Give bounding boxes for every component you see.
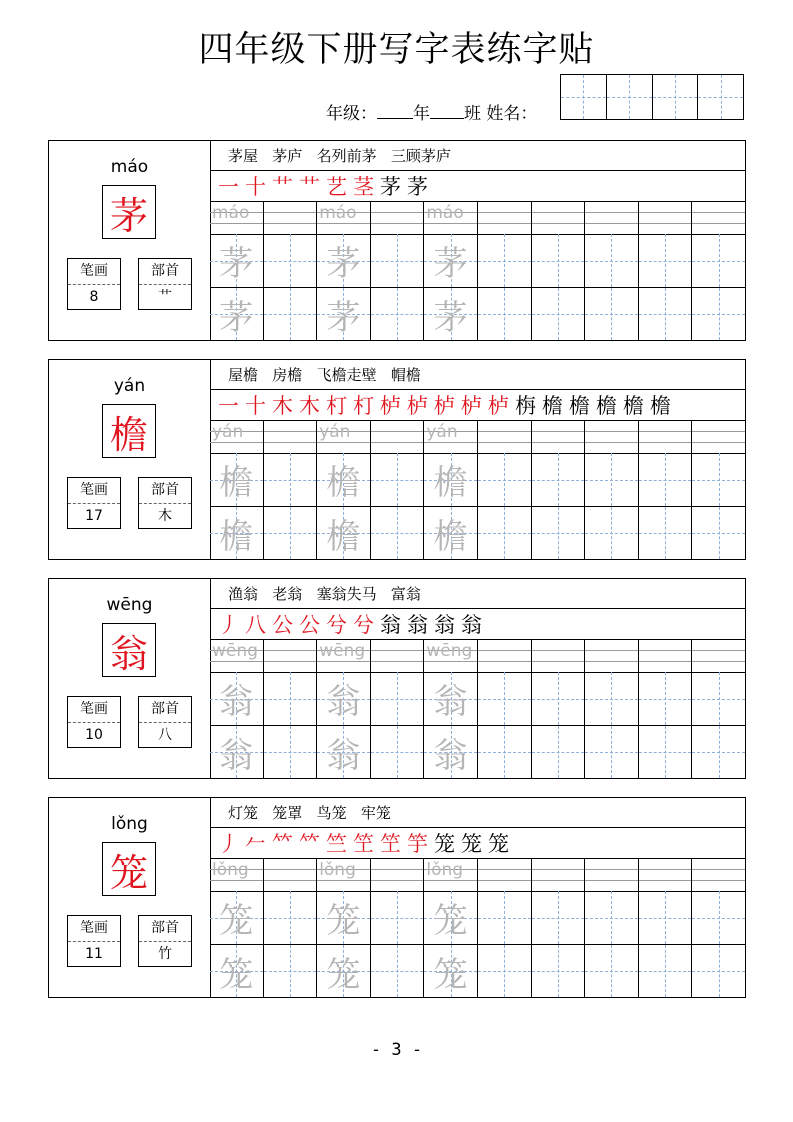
trace-character: 笼 <box>326 901 361 941</box>
writing-row <box>210 507 745 559</box>
radical-label: 部首 <box>139 697 191 723</box>
pinyin-cell[interactable] <box>478 421 532 453</box>
stroke-count-value: 8 <box>89 289 99 305</box>
word-examples: 渔翁 老翁 塞翁失马 富翁 <box>210 579 745 609</box>
writing-cell[interactable] <box>639 726 693 778</box>
character-info <box>49 141 211 340</box>
stroke-step: 笼 <box>461 832 482 856</box>
pinyin-cell[interactable] <box>210 640 264 672</box>
writing-cell[interactable] <box>210 672 264 725</box>
pinyin-trace: yán <box>426 422 458 442</box>
practice-area <box>210 579 745 778</box>
pinyin-cell[interactable] <box>692 202 745 234</box>
writing-cell[interactable] <box>424 453 478 506</box>
writing-cell[interactable] <box>478 672 532 725</box>
stroke-step: 檐 <box>596 394 617 418</box>
writing-cell[interactable] <box>585 288 639 340</box>
pinyin-cell[interactable] <box>371 640 425 672</box>
writing-cell[interactable] <box>478 726 532 778</box>
writing-cell[interactable] <box>585 945 639 997</box>
writing-row <box>210 234 745 288</box>
pinyin-cell[interactable] <box>264 202 318 234</box>
writing-cell[interactable] <box>478 234 532 287</box>
word-examples: 茅屋 茅庐 名列前茅 三顾茅庐 <box>210 141 745 171</box>
writing-cell[interactable] <box>424 507 478 559</box>
radical-label: 部首 <box>139 259 191 285</box>
writing-cell[interactable] <box>317 672 371 725</box>
pinyin-cell[interactable] <box>532 640 586 672</box>
trace-character: 翁 <box>219 735 254 776</box>
stroke-step: 一 <box>218 394 239 418</box>
stroke-step: 𥫗 <box>272 832 293 856</box>
writing-cell[interactable] <box>424 891 478 944</box>
name-label: 姓名： <box>486 104 538 124</box>
trace-character: 笼 <box>219 901 254 941</box>
character-info <box>49 798 211 997</box>
writing-cell[interactable] <box>317 288 371 340</box>
pinyin-trace: lǒng <box>319 860 356 880</box>
stroke-count-value: 11 <box>85 946 103 962</box>
stroke-step: 翁 <box>434 613 455 637</box>
writing-cell[interactable] <box>532 726 586 778</box>
writing-cell[interactable] <box>210 234 264 287</box>
stroke-step: 艺 <box>326 175 347 199</box>
writing-cell[interactable] <box>585 507 639 559</box>
pinyin-cell[interactable] <box>585 640 639 672</box>
stroke-step: 𥫗 <box>299 832 320 856</box>
pinyin-cell[interactable] <box>585 859 639 891</box>
pinyin-cell[interactable] <box>692 640 745 672</box>
trace-character: 檐 <box>433 516 468 557</box>
pinyin-cell[interactable] <box>371 421 425 453</box>
pinyin-row <box>210 421 745 454</box>
radical-value: 八 <box>158 727 172 743</box>
stroke-step: 笼 <box>434 832 455 856</box>
pinyin-row <box>210 859 745 892</box>
pinyin-cell[interactable] <box>532 859 586 891</box>
character-entry <box>48 359 746 560</box>
page-title: 四年级下册写字表练字贴 <box>198 30 595 70</box>
writing-cell[interactable] <box>478 288 532 340</box>
stroke-step: 公 <box>272 613 293 637</box>
pinyin-trace: yán <box>319 422 351 442</box>
writing-cell[interactable] <box>639 453 693 506</box>
pinyin-trace: wēng <box>319 641 366 661</box>
pinyin-cell[interactable] <box>692 421 745 453</box>
trace-character: 檐 <box>219 516 254 557</box>
pinyin-cell[interactable] <box>532 202 586 234</box>
pinyin-trace: wēng <box>212 641 258 661</box>
writing-cell[interactable] <box>692 945 745 997</box>
stroke-step: 笁 <box>353 832 374 856</box>
pinyin-row <box>210 202 745 235</box>
writing-cell[interactable] <box>478 453 532 506</box>
writing-cell[interactable] <box>478 507 532 559</box>
writing-cell[interactable] <box>264 507 318 559</box>
model-character: 笼 <box>102 842 156 896</box>
stroke-step: 十 <box>245 175 266 199</box>
writing-cell[interactable] <box>692 453 745 506</box>
writing-cell[interactable] <box>639 288 693 340</box>
writing-row <box>210 726 745 778</box>
grade-blank[interactable] <box>377 104 413 119</box>
writing-cell[interactable] <box>264 234 318 287</box>
trace-character: 笼 <box>219 954 254 995</box>
stroke-count-label: 笔画 <box>68 478 120 504</box>
writing-row <box>210 453 745 507</box>
stroke-step: 竽 <box>407 832 428 856</box>
writing-cell[interactable] <box>692 672 745 725</box>
trace-character: 笼 <box>433 901 468 941</box>
pinyin-cell[interactable] <box>210 202 264 234</box>
name-cell[interactable] <box>561 75 607 119</box>
pinyin-cell[interactable] <box>532 421 586 453</box>
stroke-step: 木 <box>299 394 320 418</box>
writing-cell[interactable] <box>210 453 264 506</box>
stroke-step: 公 <box>299 613 320 637</box>
pinyin-cell[interactable] <box>585 202 639 234</box>
writing-cell[interactable] <box>692 891 745 944</box>
writing-cell[interactable] <box>639 507 693 559</box>
character-entry <box>48 140 746 341</box>
pinyin-label: wēng <box>106 595 153 615</box>
pinyin-trace: lǒng <box>212 860 249 880</box>
writing-cell[interactable] <box>317 453 371 506</box>
stroke-step: 檐 <box>623 394 644 418</box>
radical-box <box>138 258 192 310</box>
pinyin-cell[interactable] <box>639 640 693 672</box>
class-blank[interactable] <box>430 104 464 119</box>
pinyin-cell[interactable] <box>639 421 693 453</box>
stroke-step: 兮 <box>326 613 347 637</box>
stroke-count-box <box>67 696 121 748</box>
student-info-row <box>326 99 537 124</box>
stroke-order <box>210 828 745 859</box>
trace-character: 檐 <box>219 463 254 503</box>
stroke-step: 艹 <box>272 175 293 199</box>
writing-cell[interactable] <box>424 288 478 340</box>
pinyin-trace: wēng <box>426 641 473 661</box>
stroke-step: 𠂉 <box>245 832 266 856</box>
pinyin-trace: lǒng <box>426 860 464 880</box>
writing-cell[interactable] <box>532 891 586 944</box>
writing-cell[interactable] <box>317 726 371 778</box>
trace-character: 笼 <box>326 954 361 995</box>
trace-character: 翁 <box>326 682 361 722</box>
writing-cell[interactable] <box>264 891 318 944</box>
writing-cell[interactable] <box>692 726 745 778</box>
stroke-step: 栌 <box>461 394 482 418</box>
pinyin-trace: máo <box>212 203 250 223</box>
pinyin-cell[interactable] <box>210 421 264 453</box>
pinyin-trace: máo <box>319 203 357 223</box>
stroke-step: 丿 <box>218 832 239 856</box>
trace-character: 茅 <box>326 244 361 284</box>
model-character: 檐 <box>102 404 156 458</box>
pinyin-cell[interactable] <box>424 640 478 672</box>
radical-label: 部首 <box>139 916 191 942</box>
stroke-step: 一 <box>218 175 239 199</box>
writing-cell[interactable] <box>692 234 745 287</box>
writing-cell[interactable] <box>424 234 478 287</box>
stroke-step: 朾 <box>353 394 374 418</box>
stroke-step: 栌 <box>434 394 455 418</box>
character-entry <box>48 797 746 998</box>
writing-cell[interactable] <box>692 288 745 340</box>
pinyin-cell[interactable] <box>317 640 371 672</box>
pinyin-cell[interactable] <box>264 859 318 891</box>
writing-cell[interactable] <box>478 891 532 944</box>
trace-character: 茅 <box>433 244 468 284</box>
writing-cell[interactable] <box>264 453 318 506</box>
writing-cell[interactable] <box>585 453 639 506</box>
pinyin-label: máo <box>110 157 149 177</box>
stroke-step: 笁 <box>380 832 401 856</box>
pinyin-cell[interactable] <box>639 202 693 234</box>
pinyin-cell[interactable] <box>264 421 318 453</box>
pinyin-cell[interactable] <box>264 640 318 672</box>
radical-value: 艹 <box>158 289 172 305</box>
trace-character: 茅 <box>219 297 254 338</box>
writing-cell[interactable] <box>210 891 264 944</box>
pinyin-cell[interactable] <box>317 859 371 891</box>
writing-row <box>210 891 745 945</box>
stroke-step: 竺 <box>326 832 347 856</box>
stroke-step: 木 <box>272 394 293 418</box>
trace-character: 茅 <box>433 297 468 338</box>
stroke-step: 八 <box>245 613 266 637</box>
page-number: - 3 - <box>370 1040 423 1060</box>
radical-box <box>138 477 192 529</box>
stroke-step: 檐 <box>650 394 671 418</box>
stroke-count-label: 笔画 <box>68 697 120 723</box>
stroke-step: 翁 <box>380 613 401 637</box>
pinyin-label: yán <box>113 376 146 396</box>
stroke-count-label: 笔画 <box>68 259 120 285</box>
writing-cell[interactable] <box>264 672 318 725</box>
trace-character: 茅 <box>326 297 361 338</box>
writing-cell[interactable] <box>585 672 639 725</box>
pinyin-cell[interactable] <box>424 859 478 891</box>
writing-cell[interactable] <box>371 726 425 778</box>
pinyin-cell[interactable] <box>585 421 639 453</box>
stroke-step: 朾 <box>326 394 347 418</box>
pinyin-cell[interactable] <box>478 640 532 672</box>
writing-cell[interactable] <box>532 288 586 340</box>
stroke-count-box <box>67 258 121 310</box>
writing-cell[interactable] <box>585 234 639 287</box>
writing-cell[interactable] <box>210 945 264 997</box>
grade-label: 年级： <box>326 104 377 124</box>
writing-cell[interactable] <box>424 672 478 725</box>
trace-character: 翁 <box>433 682 468 722</box>
name-writing-grid[interactable] <box>560 74 744 120</box>
stroke-step: 栌 <box>380 394 401 418</box>
radical-value: 木 <box>158 508 172 524</box>
trace-character: 檐 <box>326 463 361 503</box>
writing-cell[interactable] <box>371 891 425 944</box>
writing-cell[interactable] <box>424 726 478 778</box>
stroke-step: 茅 <box>380 175 401 199</box>
trace-character: 翁 <box>326 735 361 776</box>
stroke-step: 笼 <box>488 832 509 856</box>
stroke-step: 茎 <box>353 175 374 199</box>
writing-cell[interactable] <box>264 726 318 778</box>
writing-cell[interactable] <box>639 234 693 287</box>
stroke-step: 檐 <box>542 394 563 418</box>
writing-cell[interactable] <box>317 945 371 997</box>
stroke-step: 茅 <box>407 175 428 199</box>
word-examples: 屋檐 房檐 飞檐走壁 帽檐 <box>210 360 745 390</box>
word-examples: 灯笼 笼罩 鸟笼 牢笼 <box>210 798 745 828</box>
stroke-count-box <box>67 915 121 967</box>
writing-cell[interactable] <box>532 453 586 506</box>
writing-cell[interactable] <box>639 891 693 944</box>
writing-cell[interactable] <box>264 288 318 340</box>
writing-cell[interactable] <box>532 672 586 725</box>
stroke-order <box>210 609 745 640</box>
writing-cell[interactable] <box>639 672 693 725</box>
stroke-step: 翁 <box>407 613 428 637</box>
writing-cell[interactable] <box>264 945 318 997</box>
radical-box <box>138 696 192 748</box>
pinyin-cell[interactable] <box>424 421 478 453</box>
trace-character: 翁 <box>219 682 254 722</box>
character-entry <box>48 578 746 779</box>
trace-character: 翁 <box>433 735 468 776</box>
stroke-step: 十 <box>245 394 266 418</box>
model-character: 茅 <box>102 185 156 239</box>
character-info <box>49 579 211 778</box>
trace-character: 茅 <box>219 244 254 284</box>
practice-area <box>210 798 745 997</box>
stroke-count-label: 笔画 <box>68 916 120 942</box>
stroke-step: 艹 <box>299 175 320 199</box>
pinyin-label: lǒng <box>111 814 148 834</box>
pinyin-trace: yán <box>212 422 244 442</box>
pinyin-row <box>210 640 745 673</box>
radical-label: 部首 <box>139 478 191 504</box>
writing-row <box>210 945 745 997</box>
pinyin-cell[interactable] <box>371 202 425 234</box>
year-label: 年 <box>413 104 430 124</box>
writing-cell[interactable] <box>210 288 264 340</box>
writing-cell[interactable] <box>210 726 264 778</box>
pinyin-cell[interactable] <box>478 202 532 234</box>
writing-cell[interactable] <box>371 507 425 559</box>
name-cell[interactable] <box>698 75 743 119</box>
stroke-count-value: 17 <box>85 508 103 524</box>
writing-cell[interactable] <box>585 726 639 778</box>
name-cell[interactable] <box>607 75 653 119</box>
stroke-step: 栴 <box>515 394 536 418</box>
stroke-step: 栌 <box>407 394 428 418</box>
stroke-order <box>210 171 745 202</box>
stroke-step: 栌 <box>488 394 509 418</box>
pinyin-cell[interactable] <box>210 859 264 891</box>
writing-cell[interactable] <box>532 507 586 559</box>
writing-cell[interactable] <box>210 507 264 559</box>
writing-cell[interactable] <box>371 288 425 340</box>
writing-row <box>210 288 745 340</box>
practice-area <box>210 360 745 559</box>
writing-cell[interactable] <box>424 945 478 997</box>
writing-cell[interactable] <box>478 945 532 997</box>
stroke-step: 丿 <box>218 613 239 637</box>
radical-box <box>138 915 192 967</box>
writing-cell[interactable] <box>317 891 371 944</box>
class-label: 班 <box>464 104 481 124</box>
name-cell[interactable] <box>653 75 699 119</box>
pinyin-trace: máo <box>426 203 464 223</box>
model-character: 翁 <box>102 623 156 677</box>
pinyin-cell[interactable] <box>424 202 478 234</box>
writing-cell[interactable] <box>585 891 639 944</box>
stroke-step: 檐 <box>569 394 590 418</box>
stroke-order <box>210 390 745 421</box>
pinyin-cell[interactable] <box>317 421 371 453</box>
pinyin-cell[interactable] <box>371 859 425 891</box>
writing-cell[interactable] <box>639 945 693 997</box>
pinyin-cell[interactable] <box>317 202 371 234</box>
writing-cell[interactable] <box>371 234 425 287</box>
stroke-step: 翁 <box>461 613 482 637</box>
stroke-count-value: 10 <box>85 727 103 743</box>
trace-character: 檐 <box>433 463 468 503</box>
writing-cell[interactable] <box>317 234 371 287</box>
radical-value: 竹 <box>158 946 172 962</box>
pinyin-cell[interactable] <box>692 859 745 891</box>
writing-cell[interactable] <box>371 672 425 725</box>
character-info <box>49 360 211 559</box>
writing-cell[interactable] <box>692 507 745 559</box>
trace-character: 笼 <box>433 954 468 995</box>
writing-cell[interactable] <box>532 945 586 997</box>
pinyin-cell[interactable] <box>478 859 532 891</box>
trace-character: 檐 <box>326 516 361 557</box>
stroke-step: 兮 <box>353 613 374 637</box>
writing-cell[interactable] <box>371 945 425 997</box>
writing-cell[interactable] <box>317 507 371 559</box>
writing-row <box>210 672 745 726</box>
pinyin-cell[interactable] <box>639 859 693 891</box>
writing-cell[interactable] <box>371 453 425 506</box>
stroke-count-box <box>67 477 121 529</box>
practice-area <box>210 141 745 340</box>
writing-cell[interactable] <box>532 234 586 287</box>
